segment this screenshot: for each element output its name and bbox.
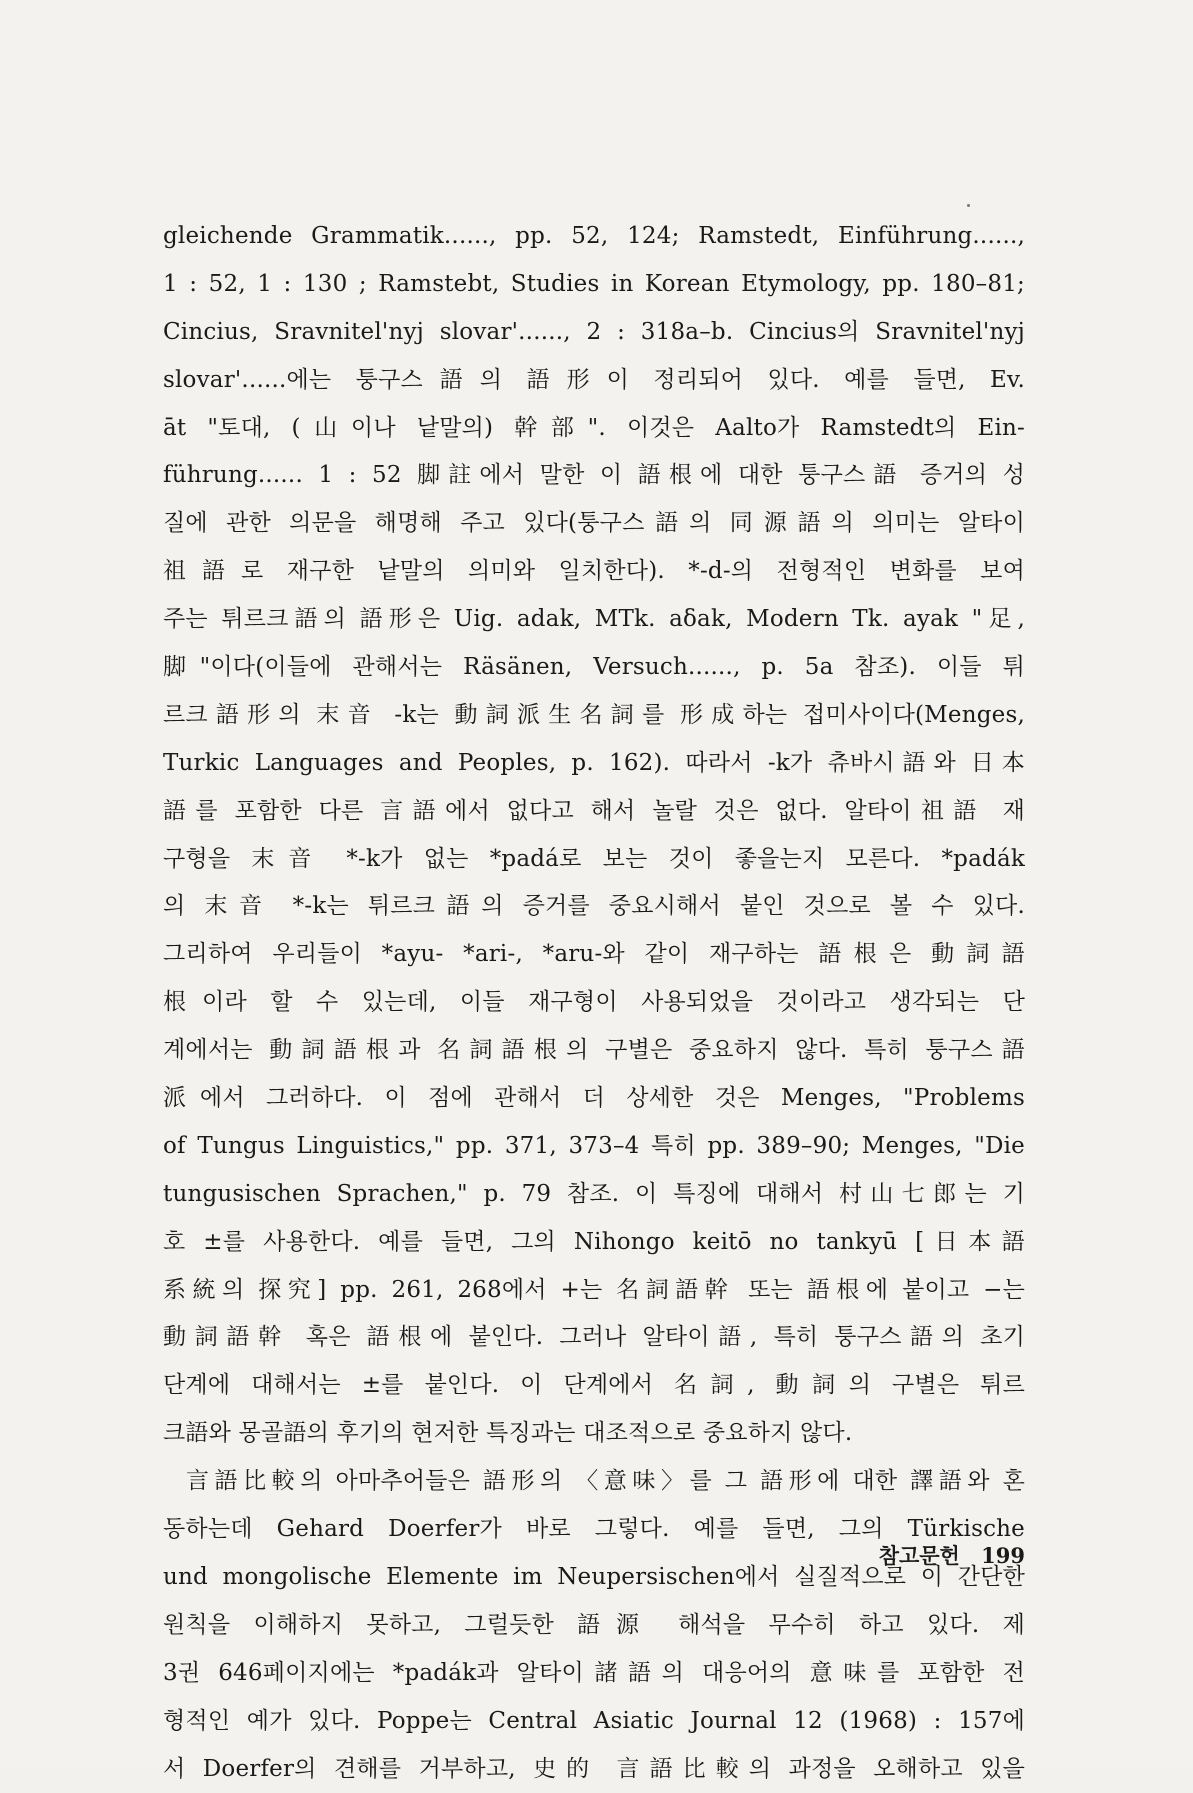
text-line: āt "토대, (山이나 낱말의) 幹部". 이것은 Aalto가 Ramstedt의 Ein- [163,405,1025,453]
text-line: tungusischen Sprachen," p. 79 참조. 이 특징에 대해서 村山七郎는 기 [163,1171,1025,1219]
text-line: 호 ±를 사용한다. 예를 들면, 그의 Nihongo keitō no tankyū [日本語 [163,1219,1025,1267]
text-line: slovar'......에는 퉁구스語의 語形이 정리되어 있다. 예를 들면, Ev. [163,357,1025,405]
page-footer [879,1540,1025,1570]
text-line: 르크語形의 末音 -k는 動詞派生名詞를 形成하는 접미사이다(Menges, [163,692,1025,740]
text-line: 脚"이다(이들에 관해서는 Räsänen, Versuch......, p. 5a 참조). 이들 튀 [163,644,1025,692]
running-footer-label: 참고문헌 [879,1543,960,1568]
text-line: Cincius, Sravnitel'nyj slovar'......, 2 : 318a–b. Cincius의 Sravnitel'nyj [163,309,1025,357]
text-line: 1 : 52, 1 : 130 ; Ramstebt, Studies in Korean Etymology, pp. 180–81; [163,261,1025,309]
text-line: 그리하여 우리들이 *ayu- *ari-, *aru-와 같이 재구하는 語根은 動詞語 [163,931,1025,979]
text-line: Turkic Languages and Peoples, p. 162). 따라서 -k가 츄바시語와 日本 [163,740,1025,788]
text-line: 크語와 몽골語의 후기의 현저한 특징과는 대조적으로 중요하지 않다. [163,1410,1025,1458]
text-line: 구형을 末音 *-k가 없는 *padá로 보는 것이 좋을는지 모른다. *padák [163,836,1025,884]
text-line: 祖語로 재구한 낱말의 의미와 일치한다). *-d-의 전형적인 변화를 보여 [163,548,1025,596]
text-line: 派에서 그러하다. 이 점에 관해서 더 상세한 것은 Menges, "Problems [163,1075,1025,1123]
text-line: of Tungus Linguistics," pp. 371, 373–4 특히 pp. 389–90; Menges, "Die [163,1123,1025,1171]
text-line: und mongolische Elemente im Neupersischen에서 실질적으로 이 간단한 [163,1554,1025,1602]
text-line: 根이라 할 수 있는데, 이들 재구형이 사용되었을 것이라고 생각되는 단 [163,979,1025,1027]
text-line: 질에 관한 의문을 해명해 주고 있다(퉁구스語의 同源語의 의미는 알타이 [163,500,1025,548]
text-line: 동하는데 Gehard Doerfer가 바로 그렇다. 예를 들면, 그의 Türkische [163,1506,1025,1554]
text-line: 계에서는 動詞語根과 名詞語根의 구별은 중요하지 않다. 특히 퉁구스語 [163,1027,1025,1075]
text-line: 의 末音 *-k는 튀르크語의 증거를 중요시해서 붙인 것으로 볼 수 있다. [163,883,1025,931]
text-line: 형적인 예가 있다. Poppe는 Central Asiatic Journal 12 (1968) : 157에 [163,1698,1025,1746]
paragraph-start-line: 言語比較의 아마추어들은 語形의 〈意味〉를 그 語形에 대한 譯語와 혼 [163,1458,1025,1506]
text-line: gleichende Grammatik......, pp. 52, 124; Ramstedt, Einführung......, [163,213,1025,261]
text-line: 단계에 대해서는 ±를 붙인다. 이 단계에서 名詞, 動詞의 구별은 튀르 [163,1362,1025,1410]
text-line: 서 Doerfer의 견해를 거부하고, 史的 言語比較의 과정을 오해하고 있을 [163,1746,1025,1793]
text-line: 語를 포함한 다른 言語에서 없다고 해서 놀랄 것은 없다. 알타이祖語 재 [163,788,1025,836]
text-line: 系統의 探究] pp. 261, 268에서 +는 名詞語幹 또는 語根에 붙이고 −는 [163,1267,1025,1315]
text-line: 주는 튀르크語의 語形은 Uig. adak, MTk. aδak, Modern Tk. ayak "足, [163,596,1025,644]
text-line: 3권 646페이지에는 *padák과 알타이諸語의 대응어의 意味를 포함한 전 [163,1650,1025,1698]
text-line: führung...... 1 : 52 脚註에서 말한 이 語根에 대한 퉁구스語 증거의 성 [163,452,1025,500]
speck-mark [967,204,970,207]
text-line: 원칙을 이해하지 못하고, 그럴듯한 語源 해석을 무수히 하고 있다. 제 [163,1602,1025,1650]
page-number: 199 [981,1543,1025,1568]
text-line: 動詞語幹 혹은 語根에 붙인다. 그러나 알타이語, 특히 퉁구스語의 초기 [163,1314,1025,1362]
